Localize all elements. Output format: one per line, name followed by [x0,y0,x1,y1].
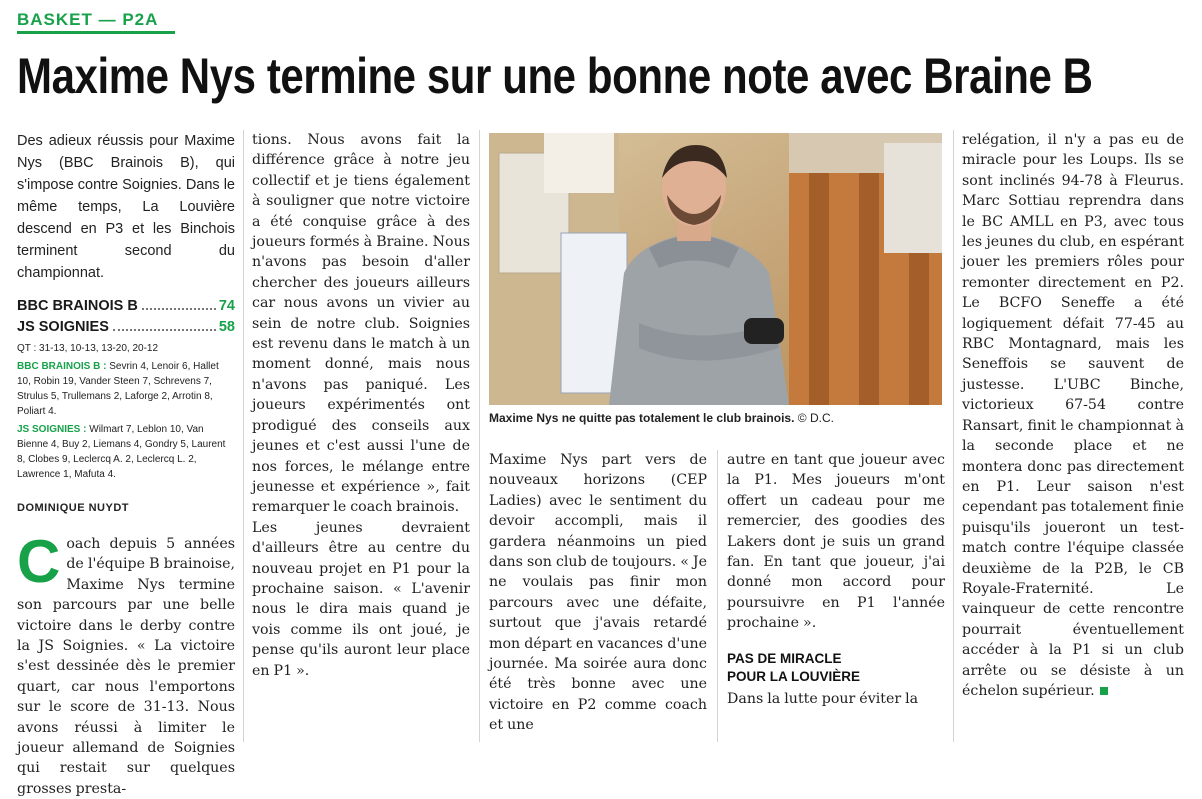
quarter-scores: QT : 31-13, 10-13, 13-20, 20-12 [17,343,159,354]
column-4 [727,450,945,746]
column-divider [243,130,244,742]
home-lineup-label: BBC BRAINOIS B : [17,361,107,372]
column-1 [17,130,235,797]
home-team: BBC BRAINOIS B [17,298,138,314]
photo-caption [489,410,942,426]
coach-photo-illustration [489,133,942,405]
column-divider [953,130,954,742]
subhead-line-1: PAS DE MIRACLE [727,650,842,666]
column-5 [962,130,1184,746]
scoreboard [17,296,235,482]
column-2 [252,130,470,746]
article-col1 [17,528,235,799]
headline: Maxime Nys termine sur une bonne note avec Braine B [17,48,1093,104]
away-lineup-players: Wilmart 7, Leblon 10, Van Bienne 4, Buy 2, Liemans 4, Gondry 5, Laurent 8, Clobes 9, Leclercq A. 2, Leclercq L. 2, Lawrence 1, Mafuta 4. [17,424,226,480]
away-team: JS SOIGNIES [17,319,109,335]
article-col5-text: relégation, il n'y a pas eu de miracle pour les Loups. Ils se sont inclinés 94-78 à Fleurus. Marc Sottiau reprendra dans le BC AMLL en P3, avec tous les jeunes du club, en espérant jouer les premiers rôles pour remonter directement en P2. Le BCFO Seneffe a été logiquement défait 77-45 au RBC Montagnard, mais les Seneffois se sauvent de justesse. L'UBC Binche, victorieux 67-54 contre Ransart, finit le championnat à la seconde place et ne montera donc pas directement en P1. Leur saison n'est cependant pas totalement finie puisqu'ils joueront un test-match contre l'équipe classée deuxième de la P2B, le CB Royale-Fraternité. Le vainqueur de cette rencontre pourrait éventuellement accéder à la P1 si un club arrête ou se désiste à un échelon supérieur. [962,132,1184,699]
article-col2-p2: Les jeunes devraient d'ailleurs être au centre du nouveau projet en P1 pour la prochaine saison. « L'avenir nous le dira mais quand je vois comme ils ont joué, je pense qu'ils auront leur place en P1 ». [252,519,470,679]
home-lineup [17,359,235,419]
article-col4: autre en tant que joueur avec la P1. Mes joueurs m'ont offert un cadeau pour me remercier, des goodies des Lakers dont je suis un grand fan. En tant que joueur, j'ai donné mon accord pour poursuivre en P1 l'année prochaine ». [727,452,945,632]
home-score: 74 [218,298,235,314]
score-leader-dots [113,329,216,331]
score-leader-dots [142,308,216,310]
caption-text: Maxime Nys ne quitte pas totalement le club brainois. [489,411,795,425]
article-col2-p1: tions. Nous avons fait la différence grâce à notre jeu collectif et je tiens également à souligner que notre victoire a été conquise grâce à des joueurs formés à Braine. Nous n'avons pas besoin d'aller chercher des joueurs ailleurs car nous avons un vivier au sein de notre club. Soignies est revenu dans le match à un moment donné, mais nous n'avons pas paniqué. Les joueurs expérimentés ont prodigué des conseils aux jeunes et c'est aussi l'une de nos forces, le mélange entre jeunesse et expérience », fait remarquer le coach brainois. [252,132,470,516]
column-divider [717,450,718,742]
score-row-away [17,317,235,338]
away-lineup [17,422,235,482]
subhead-line-2: POUR LA LOUVIÈRE [727,668,861,684]
section-rule [17,31,175,34]
score-row-home [17,296,235,317]
article-col5 [962,130,1184,701]
subhead [727,650,945,686]
article-col4-after: Dans la lutte pour éviter la [727,690,919,707]
photo-credit: © D.C. [797,411,834,425]
end-mark-icon [1100,687,1108,695]
dropcap: C [17,528,61,595]
home-lineup-players: Sevrin 4, Lenoir 6, Hallet 10, Robin 19, Vander Steen 7, Schrevens 7, Strulus 5, Trullemans 2, Laforge 2, Arrotin 8, Poliart 4. [17,361,219,417]
away-score: 58 [218,319,235,335]
column-divider [479,130,480,742]
section-tag: BASKET — P2A [17,10,159,29]
author-byline: DOMINIQUE NUYDT [17,502,129,514]
article-col1-text: oach depuis 5 années de l'équipe B brainoise, Maxime Nys termine son parcours par une belle victoire dans le derby contre la JS Soignies. « La victoire s'est dessinée dès le premier quart, car nous l'emportons sur le score de 31-13. Nous avons réussi à limiter le joueur allemand de Soignies qui restait sur quelques grosses presta- [17,536,235,797]
article-photo [489,133,942,405]
chapo: Des adieux réussis pour Maxime Nys (BBC Brainois B), qui s'impose contre Soignies. Dans le même temps, La Louvière descend en P3 et les Binchois terminent second du championnat. [17,133,235,281]
away-lineup-label: JS SOIGNIES : [17,424,87,435]
column-3 [489,450,707,746]
article-col3: Maxime Nys part vers de nouveaux horizons (CEP Ladies) avec le sentiment du devoir accompli, mais il gardera néanmoins un pied dans son club de toujours. « Je ne voulais pas finir mon parcours avec une défaite, surtout que j'avais retardé mon départ en vacances d'une journée. Ma soirée aura donc été très bonne avec une victoire en P2 comme coach et une [489,452,707,734]
